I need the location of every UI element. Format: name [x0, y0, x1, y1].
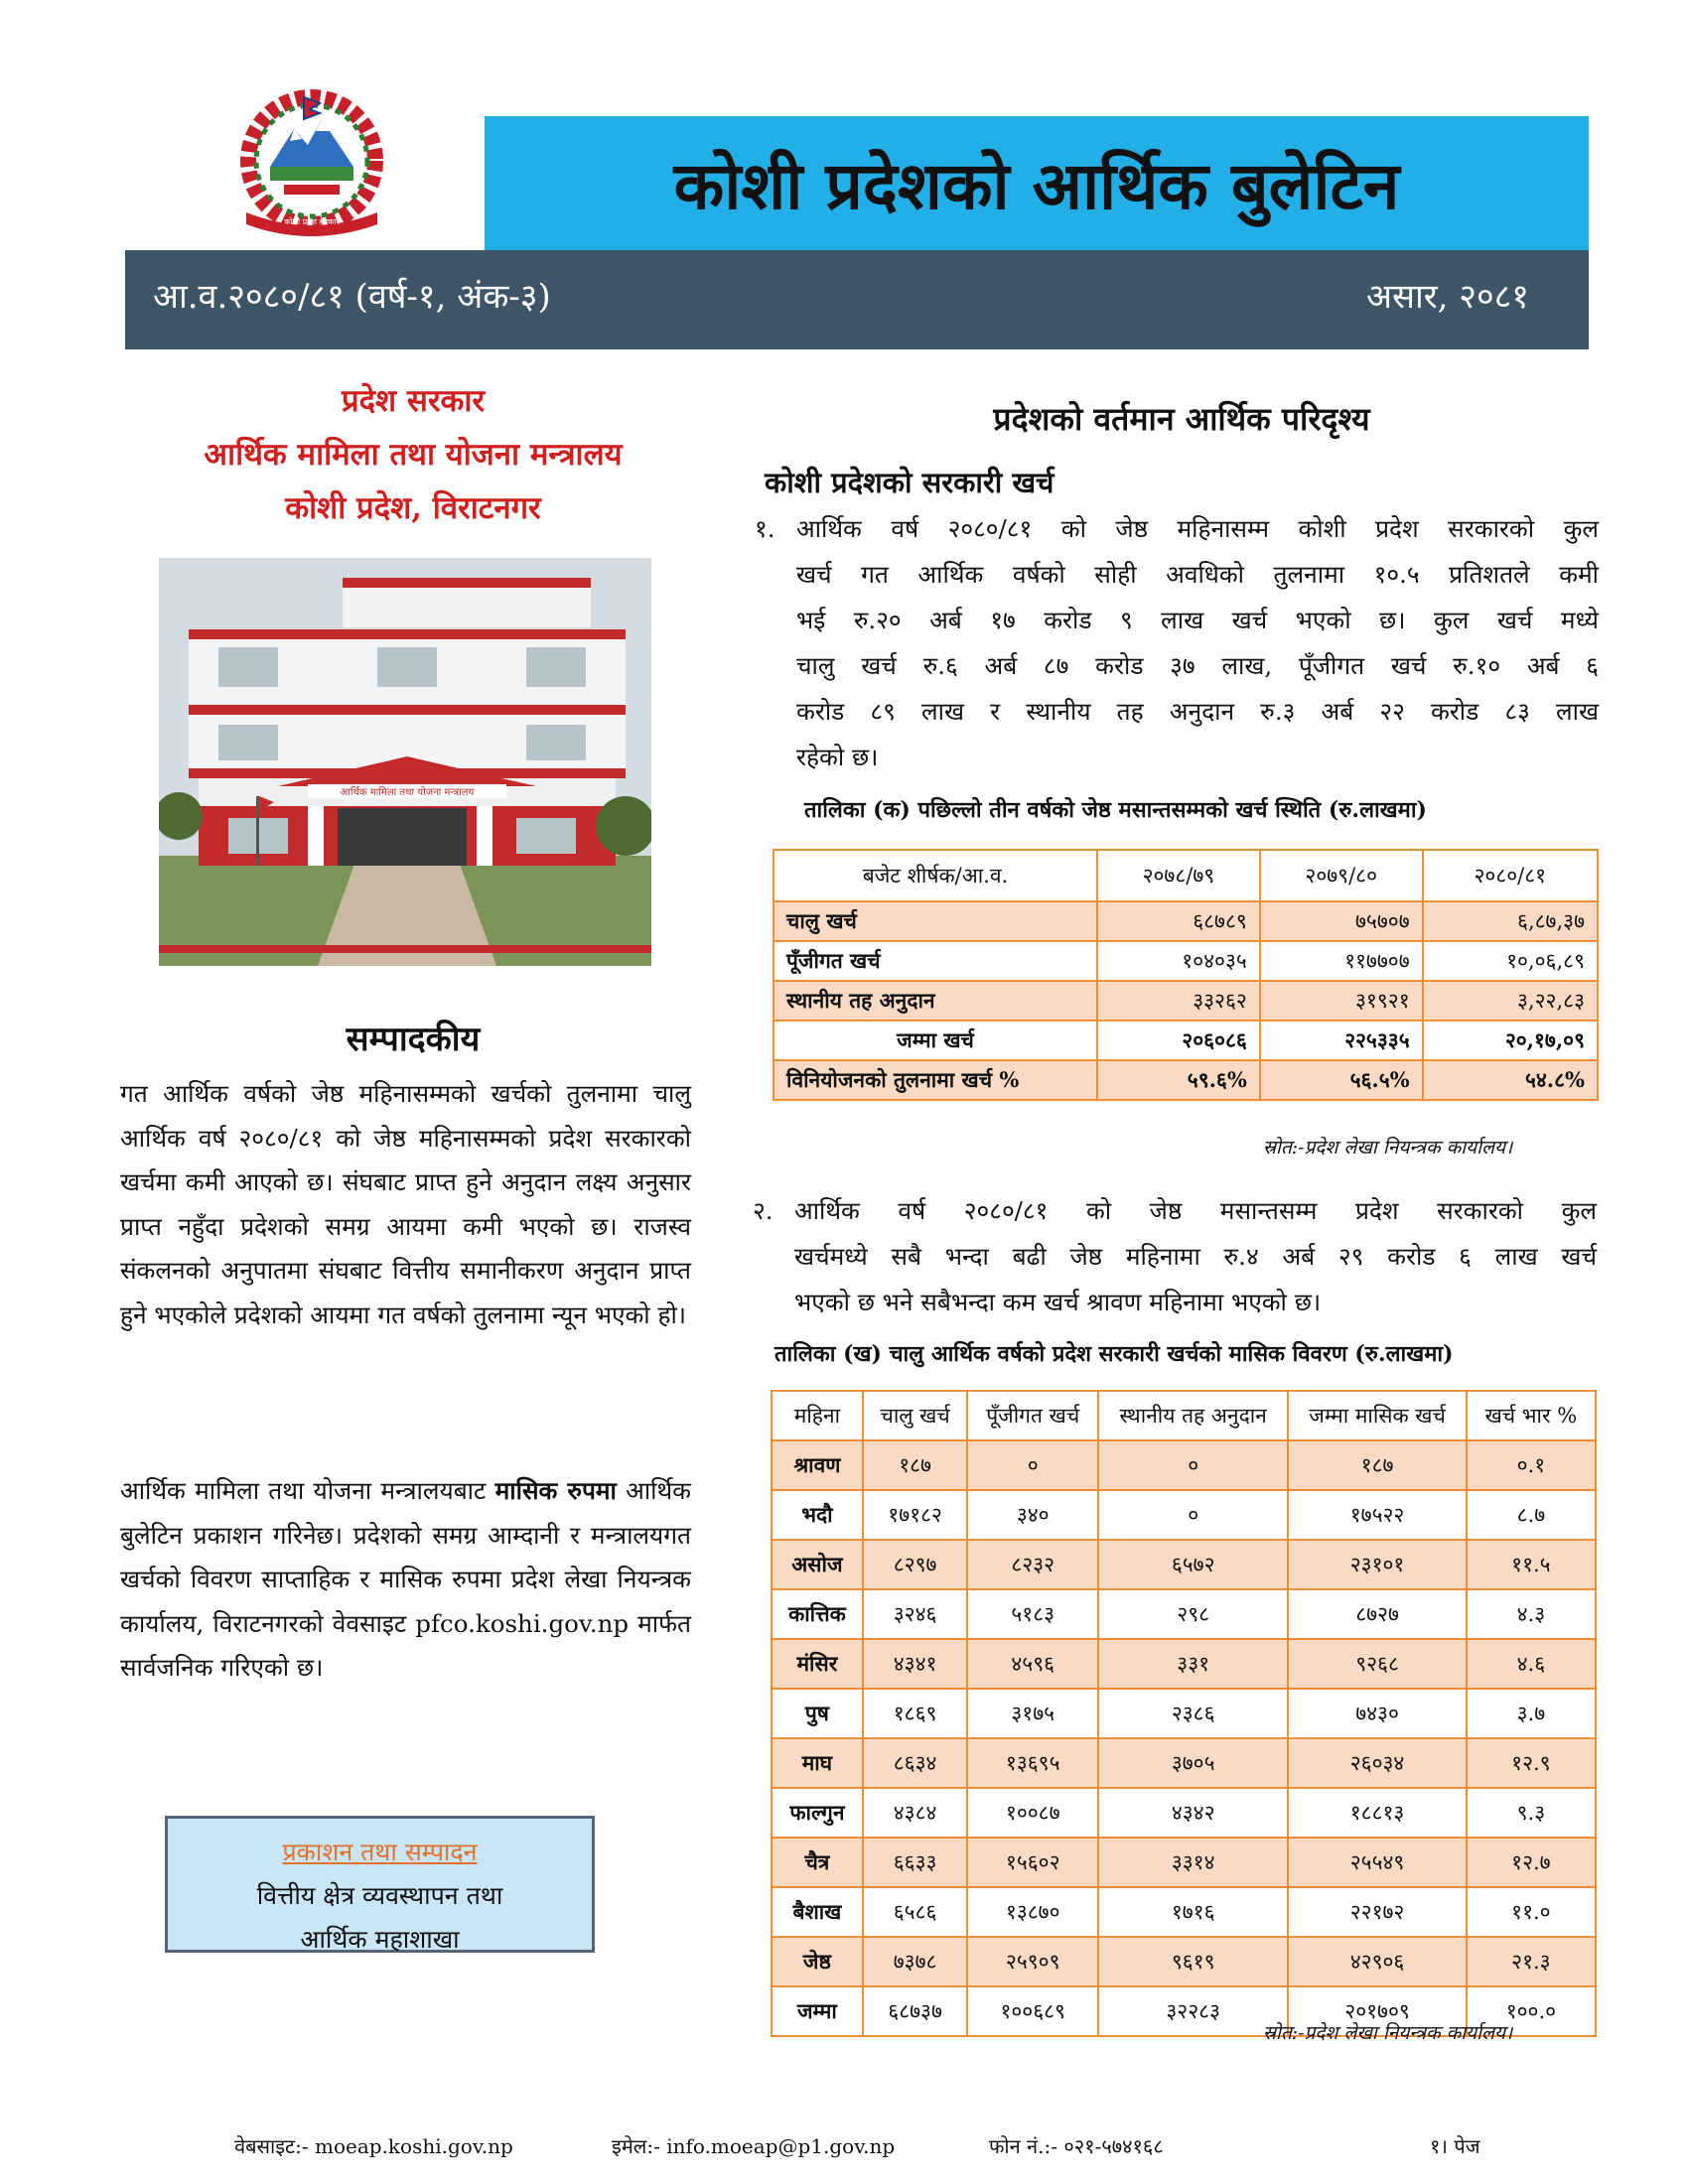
- point-1-line-4: चालु खर्च रु.६ अर्ब ८७ करोड ३७ लाख, पूँजीगत खर्च रु.१० अर्ब ६: [796, 651, 1599, 680]
- table-cell: २६०३४: [1288, 1738, 1466, 1788]
- editorial-paragraph-1: गत आर्थिक वर्षको जेष्ठ महिनासम्मको खर्चको तुलनामा चालु आर्थिक वर्ष २०८०/८१ को जेष्ठ महिनासम्मको प्रदेश सरकारको खर्चमा कमी आएको छ। संघबाट प्राप्त हुने अनुदान लक्ष्य अनुसार प्राप्त नहुँदा प्रदेशको समग्र आयमा कमी भएको छ। राजस्व संकलनको अनुपातमा संघबाट वित्तीय समानीकरण अनुदान प्राप्त हुने भएकोले प्रदेशको आयमा गत वर्षको तुलनामा न्यून भएको हो।: [120, 1079, 691, 1329]
- row-label: विनियोजनको तुलनामा खर्च %: [774, 1060, 1097, 1100]
- point-2-number: २.: [753, 1196, 774, 1225]
- table-cell: १००.०: [1467, 1986, 1596, 2036]
- table-header-cell: चालु खर्च: [863, 1391, 968, 1440]
- point-2-paragraph: [753, 1188, 1597, 1325]
- table-cell: १८६९: [863, 1689, 968, 1738]
- table-header-cell: बजेट शीर्षक/आ.व.: [774, 850, 1097, 901]
- table-header-cell: २०७९/८०: [1260, 850, 1423, 901]
- table-cell: १३८७०: [967, 1887, 1098, 1937]
- table-row: [772, 1440, 1596, 1490]
- issue-date: असार, २०८१: [1365, 277, 1529, 317]
- monthly-expenditure-table: [771, 1390, 1597, 2037]
- table-header-cell: २०८०/८१: [1423, 850, 1598, 901]
- table-header-cell: जम्मा मासिक खर्च: [1288, 1391, 1466, 1440]
- point-1-line-2: खर्च गत आर्थिक वर्षको सोही अवधिको तुलनामा १०.५ प्रतिशतले कमी: [796, 560, 1599, 589]
- table-header-cell: पूँजीगत खर्च: [967, 1391, 1098, 1440]
- month-label: माघ: [772, 1738, 863, 1788]
- issue-info-bar: [125, 250, 1589, 349]
- table-cell: २०१७०९: [1288, 1986, 1466, 2036]
- table-cell: ८.७: [1467, 1490, 1596, 1540]
- table-header-row: [774, 850, 1598, 901]
- table-cell: ३७०५: [1098, 1738, 1288, 1788]
- bulletin-title-banner: [485, 116, 1589, 250]
- editorial-paragraph-2: [120, 1469, 691, 1691]
- table-cell: ८२३२: [967, 1540, 1098, 1589]
- row-label: चालु खर्च: [774, 901, 1097, 941]
- table-cell: १२.९: [1467, 1738, 1596, 1788]
- bulletin-title: कोशी प्रदेशको आर्थिक बुलेटिन: [673, 146, 1400, 224]
- table-cell: ८२९७: [863, 1540, 968, 1589]
- table-row: [774, 941, 1598, 981]
- table-cell: ०: [1098, 1440, 1288, 1490]
- table-row: [772, 1838, 1596, 1887]
- table-cell: १८७: [863, 1440, 968, 1490]
- table-header-cell: २०७८/७९: [1097, 850, 1260, 901]
- month-label: पुष: [772, 1689, 863, 1738]
- table-a-source: स्रोत:-प्रदेश लेखा नियन्त्रक कार्यालय।: [1263, 1137, 1513, 1159]
- table-header-row: [772, 1391, 1596, 1440]
- editorial-para2-part-a: आर्थिक मामिला तथा योजना मन्त्रालयबाट: [120, 1476, 495, 1505]
- footer-email: इमेल:- info.moeap@p1.gov.np: [612, 2134, 896, 2158]
- table-cell: ३३२६२: [1097, 981, 1260, 1021]
- table-row: [772, 1589, 1596, 1639]
- table-cell: ४.६: [1467, 1639, 1596, 1689]
- ministry-building-photo: [159, 558, 651, 966]
- table-row: [774, 901, 1598, 941]
- table-row: [772, 1639, 1596, 1689]
- table-cell: ६६३३: [863, 1838, 968, 1887]
- table-cell: ९२६८: [1288, 1639, 1466, 1689]
- month-label: मंसिर: [772, 1639, 863, 1689]
- ministry-line-government: प्रदेश सरकार: [341, 383, 486, 419]
- table-cell: १८७: [1288, 1440, 1466, 1490]
- table-cell: ११.०: [1467, 1887, 1596, 1937]
- table-cell: १७१८२: [863, 1490, 968, 1540]
- table-row: [772, 1540, 1596, 1589]
- publication-line-1: वित्तीय क्षेत्र व्यवस्थापन तथा: [256, 1881, 503, 1910]
- table-cell: १७५२२: [1288, 1490, 1466, 1540]
- month-label: कात्तिक: [772, 1589, 863, 1639]
- table-cell: ११.५: [1467, 1540, 1596, 1589]
- footer-page-number: १। पेज: [1430, 2134, 1480, 2158]
- month-label: जेष्ठ: [772, 1937, 863, 1986]
- table-cell: १५६०२: [967, 1838, 1098, 1887]
- table-row: [774, 981, 1598, 1021]
- table-cell: ३१७५: [967, 1689, 1098, 1738]
- editorial-para2-part-c: आर्थिक बुलेटिन प्रकाशन गरिनेछ। प्रदेशको समग्र आम्दानी र मन्त्रालयगत खर्चको विवरण साप्ताहिक र मासिक रुपमा प्रदेश लेखा नियन्त्रक कार्यालय, विराटनगरको वेवसाइट pfco.koshi.gov.np मार्फत सार्वजनिक गरिएको छ।: [120, 1476, 691, 1682]
- point-2-line-2: खर्चमध्ये सबै भन्दा बढी जेष्ठ महिनामा रु.४ अर्ब २९ करोड ६ लाख खर्च: [794, 1242, 1597, 1271]
- point-2-line-3: भएको छ भने सबैभन्दा कम खर्च श्रावण महिनामा भएको छ।: [794, 1288, 1322, 1316]
- table-cell: २२५३३५: [1260, 1021, 1423, 1060]
- expenditure-table-3yr: [773, 849, 1599, 1101]
- point-1-line-1: १. आर्थिक वर्ष २०८०/८१ को जेष्ठ महिनासम्म कोशी प्रदेश सरकारको कुल: [755, 506, 1599, 552]
- point-1-number: १.: [755, 514, 775, 543]
- month-label: श्रावण: [772, 1440, 863, 1490]
- row-label: पूँजीगत खर्च: [774, 941, 1097, 981]
- month-label: असोज: [772, 1540, 863, 1589]
- table-row: [772, 1738, 1596, 1788]
- table-cell: ३२२८३: [1098, 1986, 1288, 2036]
- table-cell: २५९०९: [967, 1937, 1098, 1986]
- table-cell: ८७२७: [1288, 1589, 1466, 1639]
- table-cell: २९८: [1098, 1589, 1288, 1639]
- table-cell: ०.१: [1467, 1440, 1596, 1490]
- table-cell: २३८६: [1098, 1689, 1288, 1738]
- table-cell: १००६८९: [967, 1986, 1098, 2036]
- table-cell: ३१९२१: [1260, 981, 1423, 1021]
- table-cell: १०,०६,८९: [1423, 941, 1598, 981]
- footer-phone: फोन नं.:- ०२१-५७४१६८: [989, 2134, 1164, 2158]
- table-row: [772, 1788, 1596, 1838]
- month-label: भदौ: [772, 1490, 863, 1540]
- table-cell: २१.३: [1467, 1937, 1596, 1986]
- table-cell: ५९.६%: [1097, 1060, 1260, 1100]
- table-cell: ५१८३: [967, 1589, 1098, 1639]
- month-label: जम्मा: [772, 1986, 863, 2036]
- table-cell: २२१७२: [1288, 1887, 1466, 1937]
- table-cell: ६५७२: [1098, 1540, 1288, 1589]
- table-row: [772, 1887, 1596, 1937]
- section-title: प्रदेशको वर्तमान आर्थिक परिदृश्य: [993, 400, 1370, 438]
- table-cell: १०४०३५: [1097, 941, 1260, 981]
- month-label: चैत्र: [772, 1838, 863, 1887]
- ministry-line-name: आर्थिक मामिला तथा योजना मन्त्रालय: [204, 437, 623, 473]
- table-b-source: स्रोत:-प्रदेश लेखा नियन्त्रक कार्यालय।: [1263, 2022, 1513, 2044]
- table-cell: ४२९०६: [1288, 1937, 1466, 1986]
- table-row: [772, 1689, 1596, 1738]
- table-cell: ३२४६: [863, 1589, 968, 1639]
- table-cell: ८६३४: [863, 1738, 968, 1788]
- table-cell: १८८१३: [1288, 1788, 1466, 1838]
- table-cell: ६८७८९: [1097, 901, 1260, 941]
- table-cell: १२.७: [1467, 1838, 1596, 1887]
- footer-website: वेबसाइट:- moeap.koshi.gov.np: [234, 2134, 513, 2158]
- point-1-paragraph: [755, 506, 1599, 780]
- table-cell: ९६१९: [1098, 1937, 1288, 1986]
- point-1-line-6: रहेको छ।: [796, 743, 879, 771]
- table-cell: ५६.५%: [1260, 1060, 1423, 1100]
- table-cell: २५५४९: [1288, 1838, 1466, 1887]
- table-cell: २३१०१: [1288, 1540, 1466, 1589]
- table-row-total: [774, 1021, 1598, 1060]
- table-cell: २०६०८६: [1097, 1021, 1260, 1060]
- table-cell: ४५९६: [967, 1639, 1098, 1689]
- building-sign: आर्थिक मामिला तथा योजना मन्त्रालय: [340, 787, 475, 798]
- table-cell: ७५७०७: [1260, 901, 1423, 941]
- table-cell: ४३४२: [1098, 1788, 1288, 1838]
- table-a-caption: तालिका (क) पछिल्लो तीन वर्षको जेष्ठ मसान्तसम्मको खर्च स्थिति (रु.लाखमा): [804, 797, 1427, 823]
- emblem-label: कोशी प्रदेश सरकार: [284, 217, 340, 226]
- table-b-caption: तालिका (ख) चालु आर्थिक वर्षको प्रदेश सरकारी खर्चको मासिक विवरण (रु.लाखमा): [774, 1341, 1454, 1367]
- table-cell: ४.३: [1467, 1589, 1596, 1639]
- table-cell: १७१६: [1098, 1887, 1288, 1937]
- table-cell: २०,१७,०९: [1423, 1021, 1598, 1060]
- issue-number: आ.व.२०८०/८१ (वर्ष-१, अंक-३): [153, 277, 551, 317]
- table-row: [772, 1937, 1596, 1986]
- table-cell: ६,८७,३७: [1423, 901, 1598, 941]
- table-cell: ३४०: [967, 1490, 1098, 1540]
- table-cell: ०: [967, 1440, 1098, 1490]
- table-cell: ३३१: [1098, 1639, 1288, 1689]
- table-cell: ९.३: [1467, 1788, 1596, 1838]
- table-cell: ११७७०७: [1260, 941, 1423, 981]
- publication-heading: प्रकाशन तथा सम्पादन: [282, 1838, 478, 1866]
- point-1-line-5: करोड ८९ लाख र स्थानीय तह अनुदान रु.३ अर्ब २२ करोड ८३ लाख: [796, 697, 1599, 726]
- table-row-percent: [774, 1060, 1598, 1100]
- editorial-title: सम्पादकीय: [346, 1020, 481, 1059]
- table-cell: ०: [1098, 1490, 1288, 1540]
- table-cell: ६८७३७: [863, 1986, 968, 2036]
- table-header-cell: स्थानीय तह अनुदान: [1098, 1391, 1288, 1440]
- table-cell: ३.७: [1467, 1689, 1596, 1738]
- month-label: बैशाख: [772, 1887, 863, 1937]
- table-cell: ३३१४: [1098, 1838, 1288, 1887]
- table-cell: ७४३०: [1288, 1689, 1466, 1738]
- nepal-emblem-logo: [224, 89, 399, 238]
- table-row: [772, 1490, 1596, 1540]
- table-cell: १००८७: [967, 1788, 1098, 1838]
- point-1-line-3: भई रु.२० अर्ब १७ करोड ९ लाख खर्च भएको छ। कुल खर्च मध्ये: [796, 606, 1599, 634]
- row-label: जम्मा खर्च: [774, 1021, 1097, 1060]
- table-cell: १३६९५: [967, 1738, 1098, 1788]
- publication-line-2: आर्थिक महाशाखा: [300, 1925, 460, 1954]
- month-label: फाल्गुन: [772, 1788, 863, 1838]
- table-cell: ३,२२,८३: [1423, 981, 1598, 1021]
- table-cell: ५४.८%: [1423, 1060, 1598, 1100]
- table-cell: ४३४१: [863, 1639, 968, 1689]
- table-cell: ४३८४: [863, 1788, 968, 1838]
- table-header-cell: महिना: [772, 1391, 863, 1440]
- table-header-cell: खर्च भार %: [1467, 1391, 1596, 1440]
- editorial-para2-bold: मासिक रुपमा: [494, 1476, 617, 1505]
- point-2-line-1: २. आर्थिक वर्ष २०८०/८१ को जेष्ठ मसान्तसम्म प्रदेश सरकारको कुल: [753, 1188, 1597, 1234]
- table-cell: ७३७८: [863, 1937, 968, 1986]
- ministry-line-location: कोशी प्रदेश, विराटनगर: [285, 490, 541, 526]
- publication-box: [165, 1816, 595, 1953]
- row-label: स्थानीय तह अनुदान: [774, 981, 1097, 1021]
- section-subtitle: कोशी प्रदेशको सरकारी खर्च: [765, 466, 1055, 499]
- table-cell: ६५८६: [863, 1887, 968, 1937]
